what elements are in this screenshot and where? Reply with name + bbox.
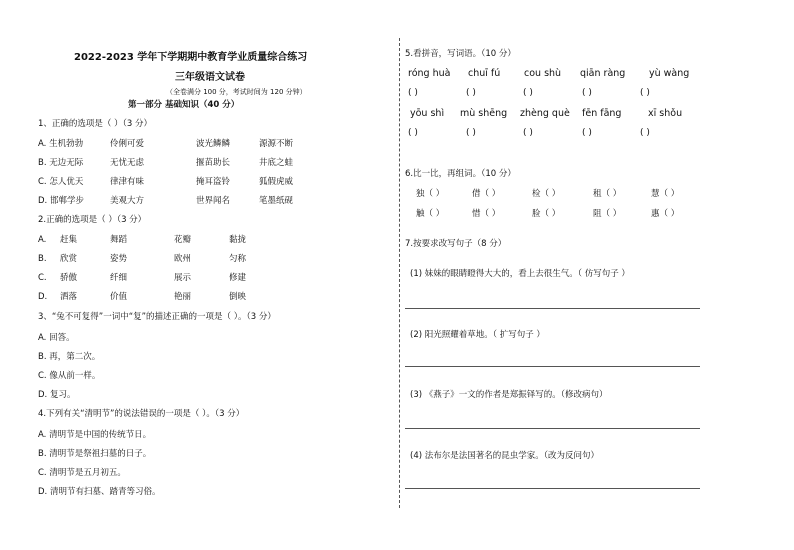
q4-option-c: C. 清明节是五月初五。 (38, 468, 126, 478)
q1-row-b-4: 井底之蛙 (259, 158, 294, 168)
q2-row-c-3: 展示 (174, 273, 192, 283)
q1-row-d-3: 世界闻名 (196, 196, 231, 206)
q2-row-d-1: 洒落 (60, 292, 78, 302)
q4-option-d: D. 清明节有扫墓、踏青等习俗。 (38, 487, 161, 497)
column-divider (399, 38, 400, 508)
q6-item-6[interactable]: 触（ ） (416, 209, 445, 219)
q7-answer-line-1[interactable] (405, 308, 700, 309)
q1-stem: 1、正确的选项是（ ）（3 分） (38, 119, 152, 129)
q1-row-a-1: A. 生机勃勃 (38, 139, 84, 149)
q4-stem: 4.下列有关“清明节”的说法错误的一项是（ ）。（3 分） (38, 409, 245, 419)
q6-item-2[interactable]: 借（ ） (472, 189, 501, 199)
q6-item-5[interactable]: 慧（ ） (651, 189, 680, 199)
q4-option-b: B. 清明节是祭祖扫墓的日子。 (38, 449, 152, 459)
exam-subtitle: 三年级语文试卷 (175, 72, 245, 83)
q5-pinyin-7: mù shēng (460, 108, 508, 119)
q5-answer-7[interactable]: ( ) (466, 128, 476, 138)
q5-pinyin-1: róng huà (408, 68, 451, 79)
q5-pinyin-5: yù wàng (649, 68, 690, 79)
q6-item-4[interactable]: 租（ ） (593, 189, 622, 199)
q1-row-d-2: 美观大方 (110, 196, 145, 206)
q6-item-9[interactable]: 阻（ ） (593, 209, 622, 219)
q2-row-b-3: 欧州 (174, 254, 192, 264)
q2-row-b-letter: B. (38, 254, 47, 264)
q4-option-a: A. 清明节是中国的传统节日。 (38, 430, 152, 440)
q1-row-b-1: B. 无边无际 (38, 158, 84, 168)
q6-item-3[interactable]: 检（ ） (532, 189, 561, 199)
q6-item-1[interactable]: 独（ ） (416, 189, 445, 199)
q5-answer-4[interactable]: ( ) (582, 88, 592, 98)
q3-option-c: C. 像从前一样。 (38, 371, 101, 381)
exam-note: （全卷满分 100 分，考试时间为 120 分钟） (166, 88, 307, 96)
q7-answer-line-4[interactable] (405, 488, 700, 489)
q2-row-d-4: 倒映 (229, 292, 247, 302)
q5-answer-9[interactable]: ( ) (582, 128, 592, 138)
q2-row-c-letter: C. (38, 273, 47, 283)
q5-answer-5[interactable]: ( ) (640, 88, 650, 98)
q5-answer-6[interactable]: ( ) (408, 128, 418, 138)
q7-answer-line-3[interactable] (405, 428, 700, 429)
part1-heading: 第一部分 基础知识（40 分） (128, 100, 240, 110)
q2-row-b-2: 姿势 (110, 254, 128, 264)
q6-stem: 6.比一比，再组词。（10 分） (405, 169, 516, 179)
q2-row-d-letter: D. (38, 292, 48, 302)
q5-pinyin-4: qiān ràng (580, 68, 626, 79)
q1-row-c-3: 掩耳盗铃 (196, 177, 231, 187)
q6-item-7[interactable]: 惜（ ） (472, 209, 501, 219)
q7-stem: 7.按要求改写句子（8 分） (405, 239, 507, 249)
q1-row-b-3: 揠苗助长 (196, 158, 231, 168)
q1-row-b-2: 无忧无虑 (110, 158, 145, 168)
q2-row-c-4: 修建 (229, 273, 247, 283)
q5-answer-10[interactable]: ( ) (640, 128, 650, 138)
q1-row-c-1: C. 怎人优天 (38, 177, 84, 187)
exam-title: 2022-2023 学年下学期期中教育学业质量综合练习 (74, 52, 308, 63)
q5-pinyin-10: xī shǒu (648, 108, 683, 119)
q2-row-a-1: 赶集 (60, 235, 78, 245)
q1-row-d-1: D. 邯郸学步 (38, 196, 84, 206)
q2-row-d-3: 艳丽 (174, 292, 192, 302)
q1-row-c-4: 狐假虎威 (259, 177, 294, 187)
q2-row-a-2: 舞蹈 (110, 235, 128, 245)
q2-row-a-letter: A. (38, 235, 47, 245)
q5-answer-8[interactable]: ( ) (523, 128, 533, 138)
q2-row-d-2: 价值 (110, 292, 128, 302)
q7-item-2: (2) 阳光照耀着草地。（ 扩写句子 ） (410, 330, 545, 340)
q7-item-1: (1) 妹妹的眼睛瞪得大大的，看上去很生气。（ 仿写句子 ） (410, 269, 630, 279)
q1-row-a-3: 波光鳞鳞 (196, 139, 231, 149)
q7-item-4: (4) 法布尔是法国著名的昆虫学家。（改为反问句） (410, 451, 599, 461)
q3-option-b: B. 再，第二次。 (38, 352, 101, 362)
q1-row-c-2: 律津有味 (110, 177, 145, 187)
q2-row-c-1: 骄傲 (60, 273, 78, 283)
q5-answer-2[interactable]: ( ) (466, 88, 476, 98)
q5-answer-3[interactable]: ( ) (523, 88, 533, 98)
q5-stem: 5.看拼音，写词语。（10 分） (405, 49, 516, 59)
q2-row-a-4: 黏拢 (229, 235, 247, 245)
q2-row-b-4: 匀称 (229, 254, 247, 264)
q2-row-c-2: 纤细 (110, 273, 128, 283)
q2-stem: 2.正确的选项是（ ）（3 分） (38, 215, 147, 225)
q1-row-a-2: 伶俐可爱 (110, 139, 145, 149)
q2-row-a-3: 花瓣 (174, 235, 192, 245)
q6-item-8[interactable]: 脸（ ） (532, 209, 561, 219)
q5-pinyin-9: fēn fāng (582, 108, 622, 119)
q7-answer-line-2[interactable] (405, 366, 700, 367)
q2-row-b-1: 欣赏 (60, 254, 78, 264)
q5-pinyin-8: zhèng què (520, 108, 570, 119)
q5-answer-1[interactable]: ( ) (408, 88, 418, 98)
q6-item-10[interactable]: 惠（ ） (651, 209, 680, 219)
q1-row-d-4: 笔墨纸砚 (259, 196, 294, 206)
q5-pinyin-6: yōu shì (410, 108, 445, 119)
q7-item-3: (3) 《燕子》一文的作者是郑振铎写的。（修改病句） (410, 390, 608, 400)
q3-option-d: D. 复习。 (38, 390, 76, 400)
q3-option-a: A. 回答。 (38, 333, 75, 343)
q5-pinyin-3: cou shù (524, 68, 562, 79)
q1-row-a-4: 源源不断 (259, 139, 294, 149)
q5-pinyin-2: chuī fú (468, 68, 501, 79)
q3-stem: 3、“兔不可复得”一词中“复”的描述正确的一项是（ ）。（3 分） (38, 312, 276, 322)
